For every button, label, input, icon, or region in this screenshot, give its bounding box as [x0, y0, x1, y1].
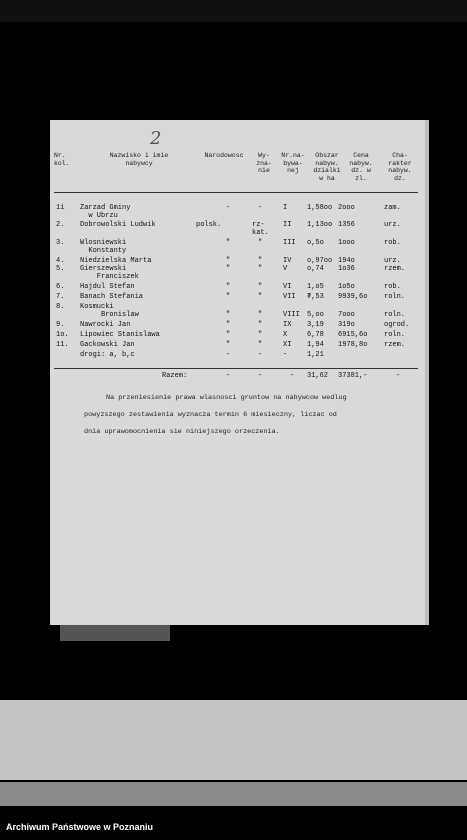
cell-char: ogrod.: [384, 321, 410, 329]
totals-nar: -: [226, 372, 231, 380]
cell-obs: 3,19: [307, 321, 324, 329]
cell-cena: 319o: [338, 321, 355, 329]
cell-name: Gackowski Jan: [80, 341, 135, 349]
cell-nr: 11.: [56, 341, 69, 349]
cell-name: Hajdul Stefan: [80, 283, 135, 291]
header-narodowosc: Narodowosc: [204, 152, 244, 159]
cell-char: roln.: [384, 331, 406, 339]
cell-name: Kosmucki: [80, 303, 114, 311]
totals-obszar: 31,62: [307, 372, 329, 380]
cell-cena: 9939,6o: [338, 293, 368, 301]
cell-nar: ": [226, 265, 231, 273]
cell-name: Lipowiec Stanislawa: [80, 331, 160, 339]
header-obszar: Obszar nabyw. dzialki w ha: [313, 152, 341, 182]
page-edge-shadow: [60, 625, 170, 641]
cell-obs: 1,21: [307, 351, 324, 359]
cell-wyz: -: [258, 204, 263, 212]
totals-row: [50, 372, 425, 383]
cell-obs: o,74: [307, 265, 324, 273]
cell-nar: ": [226, 311, 231, 319]
cell-obs: 1,o5: [307, 283, 324, 291]
cell-name: Gierszewski: [80, 265, 127, 273]
cell-name: Niedzielska Marta: [80, 257, 152, 265]
totals-sym: -: [290, 372, 295, 380]
cell-nr: 4.: [56, 257, 65, 265]
cell-name: Franciszek: [80, 273, 139, 281]
cell-obs: 6,78: [307, 331, 324, 339]
cell-cena: 1356: [338, 221, 355, 229]
header-nr-dzialki: Nr.na- bywa- nej: [281, 152, 305, 174]
cell-wyz: -: [258, 351, 263, 359]
cell-nar: -: [226, 351, 231, 359]
cell-sym: VIII: [283, 311, 300, 319]
cell-cena: 194o: [338, 257, 355, 265]
cell-char: rob.: [384, 239, 401, 247]
cell-sym: IX: [283, 321, 292, 329]
cell-name: Dobrowolski Ludwik: [80, 221, 156, 229]
cell-name: Banach Stefania: [80, 293, 144, 301]
cell-wyz: ": [258, 331, 263, 339]
cell-name: drogi: a, b,c: [80, 351, 135, 359]
cell-name: Konstanty: [80, 247, 127, 255]
archive-footer: Archiwum Państwowe w Poznaniu: [0, 814, 467, 840]
cell-nr: 8.: [56, 303, 65, 311]
cell-cena: 2ooo: [338, 204, 355, 212]
cell-wyz: rz-: [252, 221, 265, 229]
cell-char: roln.: [384, 311, 406, 319]
cell-cena: 1o5o: [338, 283, 355, 291]
paragraph-line: dnia uprawomocnienia sie niniejszego orzeczenia.: [84, 428, 280, 436]
cell-wyz: ": [258, 321, 263, 329]
cell-sym: XI: [283, 341, 292, 349]
cell-nar: ": [226, 239, 231, 247]
cell-sym: IV: [283, 257, 292, 265]
cell-wyz: ": [258, 283, 263, 291]
cell-sym: II: [283, 221, 292, 229]
cell-sym: I: [283, 204, 288, 212]
cell-char: rob.: [384, 283, 401, 291]
document-page: [50, 120, 429, 625]
header-name: Nazwisko i imie nabywcy: [109, 152, 169, 167]
cell-wyz: ": [258, 341, 263, 349]
totals-cena: 37381,-: [338, 372, 368, 380]
cell-nar: polsk.: [196, 221, 222, 229]
header-nr: Nr. kol.: [54, 152, 70, 167]
header-divider: [54, 192, 418, 193]
cell-cena: 1ooo: [338, 239, 355, 247]
cell-nar: -: [226, 204, 231, 212]
cell-cena: 6915,6o: [338, 331, 368, 339]
cell-nr: 9.: [56, 321, 65, 329]
cell-char: urz.: [384, 257, 401, 265]
cell-cena: 1978,8o: [338, 341, 368, 349]
header-cena: Cena nabyw. dz. w zl.: [349, 152, 373, 182]
cell-nr: 1o.: [56, 331, 69, 339]
cell-sym: III: [283, 239, 296, 247]
cell-nr: 2.: [56, 221, 65, 229]
cell-nr: 1i: [56, 204, 65, 212]
decision-paragraph: [84, 390, 404, 441]
cell-nar: ": [226, 331, 231, 339]
cell-nar: ": [226, 257, 231, 265]
cell-nar: ": [226, 321, 231, 329]
cell-name: Nawrocki Jan: [80, 321, 131, 329]
totals-label: Razem:: [162, 372, 188, 380]
next-page-strip: [0, 700, 467, 780]
cell-nar: ": [226, 283, 231, 291]
cell-name: w Ubrzu: [80, 212, 118, 220]
cell-sym: VII: [283, 293, 296, 301]
cell-wyz: ": [258, 311, 263, 319]
cell-cena: 7ooo: [338, 311, 355, 319]
cell-char: rzem.: [384, 341, 406, 349]
cell-obs: 1,13oo: [307, 221, 333, 229]
totals-wyz: -: [258, 372, 263, 380]
cell-nr: 5.: [56, 265, 65, 273]
cell-nar: ": [226, 341, 231, 349]
cell-obs: 1,94: [307, 341, 324, 349]
page-number: 2: [150, 128, 162, 149]
cell-wyz: ": [258, 257, 263, 265]
cell-obs: 5,oo: [307, 311, 324, 319]
next-page-edge: [0, 782, 467, 806]
cell-wyz: ": [258, 265, 263, 273]
paragraph-line: Na przeniesienie prawa wlasnosci gruntow na nabywcow wedlug: [106, 394, 347, 402]
paragraph-line: powyzszego zestawienia wyznacza termin 6 miesieczny, liczac od: [84, 411, 337, 419]
top-band: [0, 0, 467, 22]
cell-char: urz.: [384, 221, 401, 229]
cell-wyz: ": [258, 239, 263, 247]
cell-nar: ": [226, 293, 231, 301]
cell-nr: 7.: [56, 293, 65, 301]
cell-name: Wlosniewski: [80, 239, 127, 247]
cell-char: zam.: [384, 204, 401, 212]
cell-obs: ₮,53: [307, 293, 324, 301]
cell-sym: X: [283, 331, 288, 339]
cell-wyz: ": [258, 293, 263, 301]
cell-nr: 3.: [56, 239, 65, 247]
cell-char: rzem.: [384, 265, 406, 273]
totals-char: -: [396, 372, 401, 380]
cell-obs: 1,58oo: [307, 204, 333, 212]
cell-wyz: kat.: [252, 229, 269, 237]
cell-sym: -: [283, 351, 288, 359]
cell-name: Bronislaw: [80, 311, 139, 319]
header-wyznanie: Wy- zna- nie: [256, 152, 272, 174]
cell-name: Zarzad Gminy: [80, 204, 131, 212]
cell-char: roln.: [384, 293, 406, 301]
totals-divider: [54, 368, 418, 369]
cell-cena: 1o36: [338, 265, 355, 273]
table-row: [50, 351, 425, 362]
cell-sym: VI: [283, 283, 292, 291]
cell-obs: o,97oo: [307, 257, 333, 265]
cell-sym: V: [283, 265, 288, 273]
header-charakter: Cha- rakter nabyw. dz.: [388, 152, 412, 182]
cell-nr: 6.: [56, 283, 65, 291]
cell-obs: o,5o: [307, 239, 324, 247]
